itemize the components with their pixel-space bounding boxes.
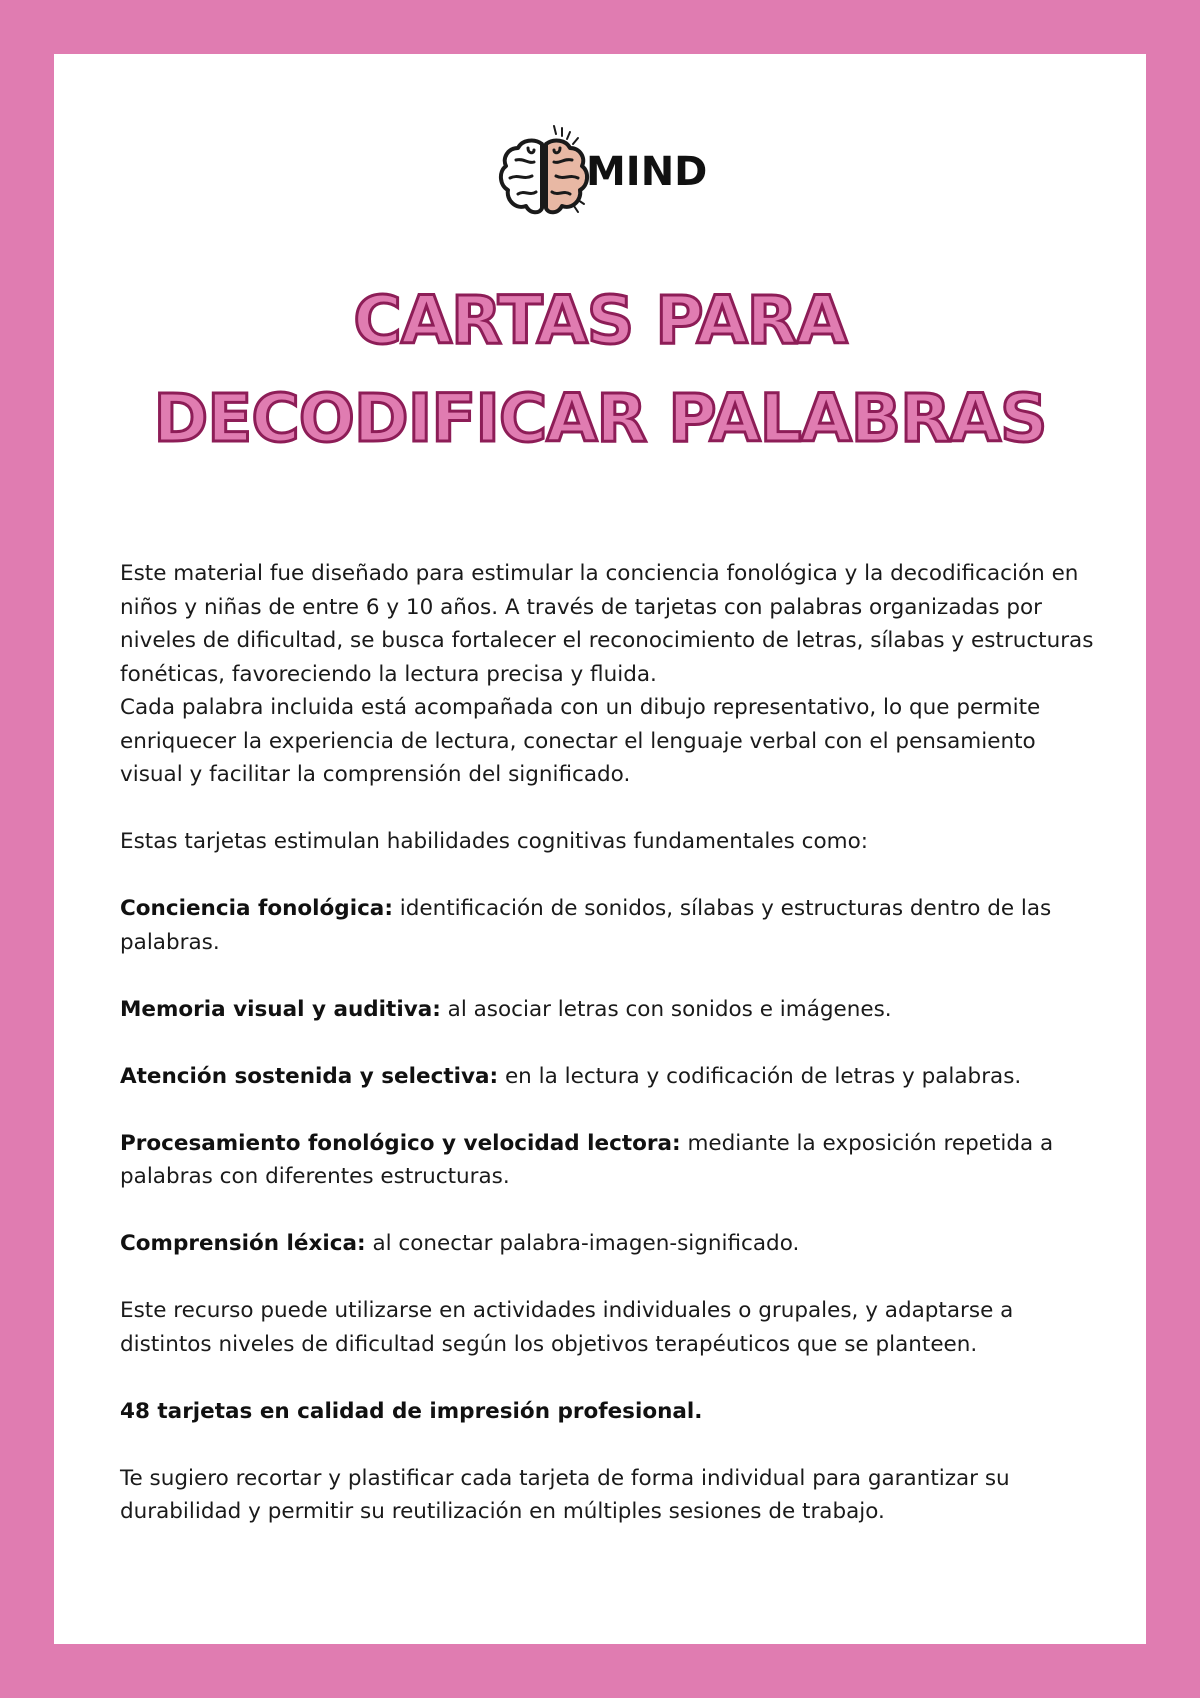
intro-paragraph-1: Este material fue diseñado para estimular la conciencia fonológica y la decodificación en niños y niñas de entre 6 y 10 años. A través de tarjetas con palabras organizadas por niveles de dificultad, se busca fortalecer el reconocimiento de letras, sílabas y estructuras fonéticas, favoreciendo la lectura precisa y fluida.	[120, 561, 1094, 687]
skill-description: en la lectura y codificación de letras y palabras.	[498, 1063, 1022, 1089]
body-text	[120, 557, 1100, 1529]
skill-label: Conciencia fonológica:	[120, 896, 393, 921]
brand-name: MIND	[586, 149, 708, 195]
skill-description: al asociar letras con sonidos e imágenes.	[440, 996, 892, 1022]
closing-paragraph-1: Este recurso puede utilizarse en actividades individuales o grupales, y adaptarse a distintos niveles de dificultad según los objetivos terapéuticos que se planteen.	[120, 1298, 1014, 1357]
brand-logo	[494, 124, 734, 224]
skill-description: al conectar palabra-imagen-significado.	[365, 1231, 800, 1256]
skill-label: Procesamiento fonológico y velocidad lectora:	[120, 1130, 681, 1156]
title-line-2: DECODIFICAR PALABRAS	[153, 380, 1047, 457]
skill-item	[120, 1060, 1100, 1094]
skill-label: Comprensión léxica:	[120, 1231, 366, 1256]
intro-paragraph-2: Cada palabra incluida está acompañada con un dibujo representativo, lo que permite enriquecer la experiencia de lectura, conectar el lenguaje verbal con el pensamiento visual y facilitar la comprensión del significado.	[120, 695, 1041, 787]
title-line-1: CARTAS PARA	[353, 282, 847, 359]
page-title	[54, 272, 1146, 468]
skill-label: Atención sostenida y selectiva:	[120, 1063, 499, 1089]
card-count-text: 48 tarjetas en calidad de impresión profesional.	[120, 1398, 703, 1424]
closing-paragraph-2: Te sugiero recortar y plastificar cada tarjeta de forma individual para garantizar su durabilidad y permitir su reutilización en múltiples sesiones de trabajo.	[120, 1465, 1010, 1524]
skills-lead: Estas tarjetas estimulan habilidades cognitivas fundamentales como:	[120, 829, 868, 854]
card-count-highlight	[120, 1395, 1100, 1429]
skill-label: Memoria visual y auditiva:	[120, 996, 441, 1022]
skill-item	[120, 1127, 1100, 1194]
skill-item	[120, 892, 1100, 959]
document-page	[54, 54, 1146, 1644]
brain-icon	[494, 124, 594, 224]
skill-description: mediante la exposición repetida a palabras con diferentes estructuras.	[120, 1130, 1054, 1189]
skill-item	[120, 993, 1100, 1027]
skill-description: identificación de sonidos, sílabas y estructuras dentro de las palabras.	[120, 896, 1052, 955]
skill-item	[120, 1227, 1100, 1261]
